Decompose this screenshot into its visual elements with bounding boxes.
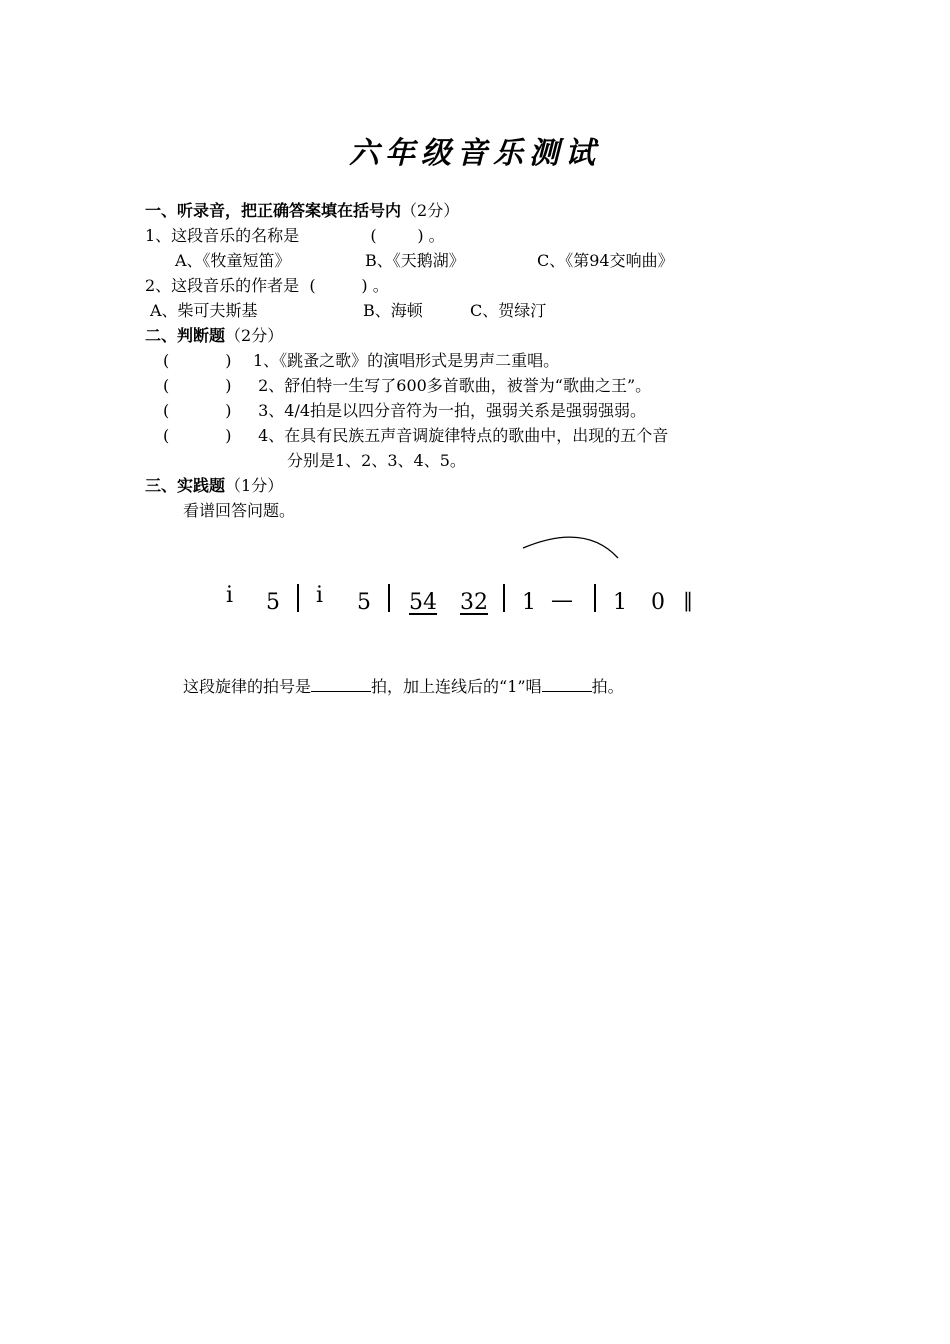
note-1-high: i [316, 583, 324, 608]
section1-score: （2分） [401, 201, 460, 220]
judge-item-1: 1、《跳蚤之歌》的演唱形式是男声二重唱。 [253, 351, 560, 370]
judge-paren-4: ( ) [163, 426, 232, 445]
judge-item-4-continued: 分别是1、2、3、4、5。 [287, 451, 466, 470]
section1-q2: 2、这段音乐的作者是 ( ) 。 [145, 276, 389, 295]
section1-heading-line [145, 200, 459, 222]
bar-line [503, 584, 505, 612]
judge-paren-1: ( ) [163, 351, 232, 370]
bar-line [594, 584, 596, 612]
question-part-a: 这段旋律的拍号是 [183, 677, 312, 696]
question-part-c: 拍。 [591, 677, 624, 696]
tie-arc [515, 528, 625, 564]
section1-q1-option-c: C、《第94交响曲》 [537, 251, 674, 270]
judge-paren-3: ( ) [163, 401, 232, 420]
section1-heading: 一、听录音，把正确答案填在括号内 [145, 201, 402, 220]
note-dash: — [551, 588, 573, 613]
note-0: 0 [651, 590, 665, 615]
section1-q2-option-c: C、贺绿汀 [470, 301, 547, 320]
note-1: 1 [522, 590, 536, 615]
judge-paren-2: ( ) [163, 376, 232, 395]
section2-heading-line [145, 325, 283, 347]
section1-q2-option-b: B、海顿 [363, 301, 423, 320]
section3-instruction: 看谱回答问题。 [183, 501, 296, 520]
section1-q1-option-b: B、《天鹅湖》 [365, 251, 465, 270]
note-5: 5 [266, 590, 280, 615]
note-1: 1 [613, 590, 627, 615]
judge-item-2: 2、舒伯特一生写了600多首歌曲，被誉为“歌曲之王”。 [253, 376, 652, 395]
section2-score: （2分） [225, 326, 284, 345]
note-5: 5 [357, 590, 371, 615]
section3-heading: 三、实践题 [145, 476, 226, 495]
bar-line [297, 584, 299, 612]
section3-question [183, 675, 624, 698]
section1-q1-option-a: A、《牧童短笛》 [175, 251, 291, 270]
section1-q2-option-a: A、柴可夫斯基 [150, 301, 258, 320]
note-1-high: i [226, 583, 234, 608]
judge-item-3: 3、4/4拍是以四分音符为一拍，强弱关系是强弱强弱。 [253, 401, 647, 420]
judge-item-4: 4、在具有民族五声音调旋律特点的歌曲中，出现的五个音 [253, 426, 669, 445]
answer-blank-1[interactable] [311, 675, 371, 692]
section3-heading-line [145, 475, 283, 497]
section2-heading: 二、判断题 [145, 326, 226, 345]
section1-q1: 1、这段音乐的名称是 ( ) 。 [145, 226, 445, 245]
bar-line [388, 584, 390, 612]
section3-score: （1分） [225, 476, 284, 495]
note-group-54: 54 [409, 590, 437, 615]
note-group-32: 32 [460, 590, 488, 615]
page-title: 六年级音乐测试 [349, 136, 601, 171]
answer-blank-2[interactable] [542, 675, 592, 692]
question-part-b: 拍，加上连线后的“1”唱 [371, 677, 542, 696]
final-barline: ‖ [683, 588, 693, 612]
